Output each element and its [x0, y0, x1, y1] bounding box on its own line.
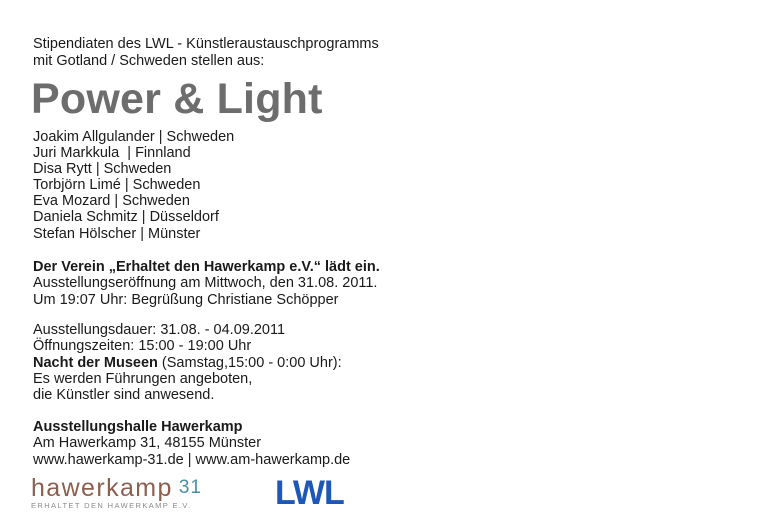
logo-row	[0, 470, 770, 530]
artist-item: Eva Mozard | Schweden	[33, 193, 190, 210]
venue-name: Ausstellungshalle Hawerkamp	[33, 419, 243, 435]
artist-item: Daniela Schmitz | Düsseldorf	[33, 209, 219, 226]
hawerkamp-number: 31	[178, 477, 202, 498]
lwl-logo: LWL	[275, 474, 344, 512]
artist-item: Joakim Allgulander | Schweden	[33, 129, 235, 145]
artist-item: Disa Rytt | Schweden	[33, 161, 172, 178]
duration-line: Ausstellungsdauer: 31.08. - 04.09.2011	[33, 322, 286, 338]
intro-line-2: mit Gotland / Schweden stellen aus:	[33, 53, 265, 69]
welcome-line: Um 19:07 Uhr: Begrüßung Christiane Schöpper	[33, 291, 339, 308]
tours-line: Es werden Führungen angeboten,	[33, 370, 253, 387]
museum-night-label: Nacht der Museen	[33, 354, 158, 371]
artist-list	[33, 129, 234, 242]
opening-line: Ausstellungseröffnung am Mittwoch, den 31.08. 2011.	[33, 275, 378, 292]
hawerkamp-tagline: ERHALTET DEN HAWERKAMP E.V.	[31, 501, 192, 510]
museum-night-time: (Samstag,15:00 - 0:00 Uhr):	[157, 354, 342, 371]
exhibition-title: Power & Light	[31, 75, 323, 123]
artist-item: Torbjörn Limé | Schweden	[33, 177, 201, 194]
schedule-block	[33, 322, 342, 403]
venue-block	[33, 419, 350, 468]
intro-text	[33, 36, 379, 70]
artist-item: Juri Markkula | Finnland	[33, 145, 191, 162]
invitation-heading: Der Verein „Erhaltet den Hawerkamp e.V.“ lädt ein.	[33, 259, 380, 275]
opening-hours-line: Öffnungszeiten: 15:00 - 19:00 Uhr	[33, 338, 252, 355]
artists-present-line: die Künstler sind anwesend.	[33, 387, 215, 404]
hawerkamp-logo	[31, 476, 202, 510]
hawerkamp-wordmark: hawerkamp	[31, 474, 173, 502]
venue-websites: www.hawerkamp-31.de | www.am-hawerkamp.de	[33, 451, 351, 468]
artist-item: Stefan Hölscher | Münster	[33, 225, 201, 242]
invitation-block	[33, 259, 380, 308]
museum-night-line	[33, 355, 342, 371]
venue-address: Am Hawerkamp 31, 48155 Münster	[33, 435, 262, 452]
intro-line-1: Stipendiaten des LWL - Künstleraustauschprogramms	[33, 36, 379, 52]
